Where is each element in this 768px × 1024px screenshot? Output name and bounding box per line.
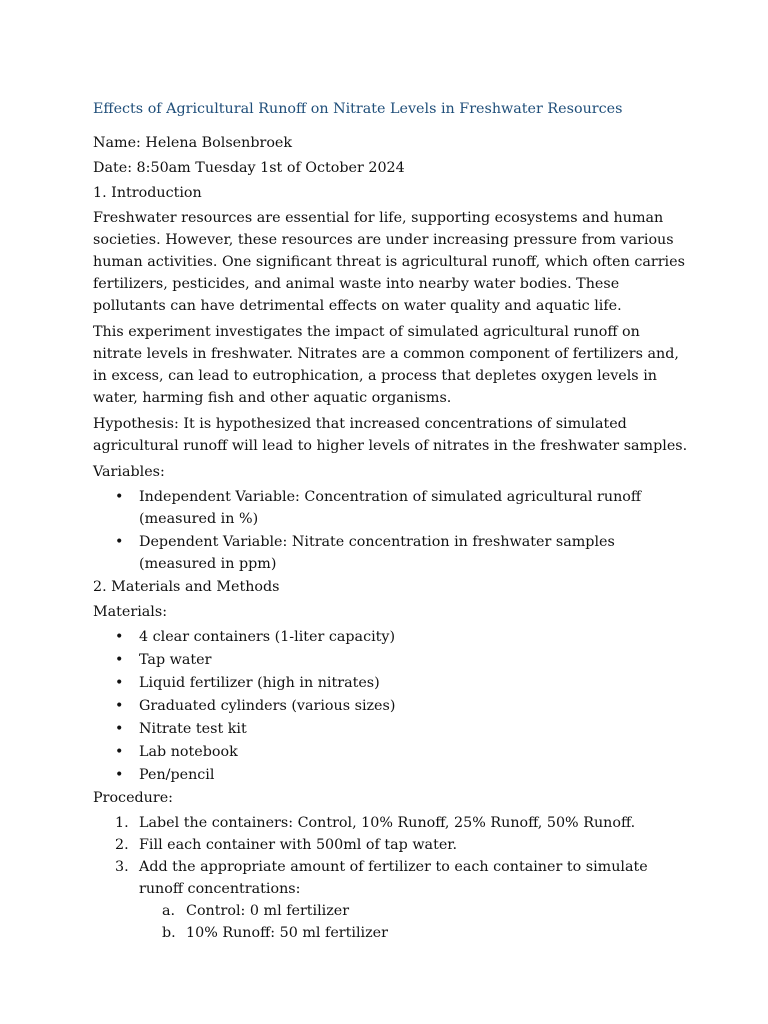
step-text: Label the containers: Control, 10% Runoff, 25% Runoff, 50% Runoff. — [139, 815, 636, 831]
step-number: 3. — [115, 859, 129, 875]
list-item: • Liquid fertilizer (high in nitrates) — [93, 672, 693, 694]
hypothesis-paragraph: Hypothesis: It is hypothesized that increased concentrations of simulated agricultural runoff will lead to higher levels of nitrates in the freshwater samples. — [93, 416, 688, 454]
list-item: • Lab notebook — [93, 741, 693, 763]
list-item: • 4 clear containers (1-liter capacity) — [93, 626, 693, 648]
list-item: • Dependent Variable: Nitrate concentration in freshwater samples (measured in ppm) — [93, 531, 693, 575]
procedure-substep — [139, 900, 693, 922]
document-title: Effects of Agricultural Runoff on Nitrate Levels in Freshwater Resources — [93, 101, 623, 117]
substep-text: 10% Runoff: 50 ml fertilizer — [186, 925, 388, 941]
substep-letter: a. — [162, 903, 176, 919]
intro-paragraph: Freshwater resources are essential for life, supporting ecosystems and human societies. However, these resources are under increasing pressure from various human activities. One significant threat is agricultural runoff, which often carries fertilizers, pesticides, and animal waste into nearby water bodies. These pollutants can have detrimental effects on water quality and aquatic life. — [93, 210, 685, 314]
procedure-substep — [139, 922, 693, 944]
procedure-substeps — [139, 900, 693, 944]
section-heading-introduction: 1. Introduction — [93, 185, 202, 201]
procedure-step — [93, 834, 693, 856]
name-line: Name: Helena Bolsenbroek — [93, 135, 293, 151]
intro-paragraph: This experiment investigates the impact of simulated agricultural runoff on nitrate levels in freshwater. Nitrates are a common component of fertilizers and, in excess, can lead to eutrophication, a process that depletes oxygen levels in water, harming fish and other aquatic organisms. — [93, 324, 679, 406]
substep-letter: b. — [162, 925, 176, 941]
variables-list — [93, 486, 693, 575]
list-item: • Pen/pencil — [93, 764, 693, 786]
procedure-list — [93, 812, 693, 944]
procedure-step — [93, 856, 693, 944]
document-page — [93, 98, 693, 944]
step-number: 2. — [115, 837, 129, 853]
step-text: Fill each container with 500ml of tap water. — [139, 837, 458, 853]
substep-text: Control: 0 ml fertilizer — [186, 903, 350, 919]
date-line: Date: 8:50am Tuesday 1st of October 2024 — [93, 160, 405, 176]
step-number: 1. — [115, 815, 129, 831]
variables-heading: Variables: — [93, 464, 165, 480]
step-text: Add the appropriate amount of fertilizer to each container to simulate runoff concentrations: — [139, 859, 648, 897]
list-item: • Independent Variable: Concentration of simulated agricultural runoff (measured in %) — [93, 486, 693, 530]
materials-heading: Materials: — [93, 604, 168, 620]
list-item: • Tap water — [93, 649, 693, 671]
list-item: • Graduated cylinders (various sizes) — [93, 695, 693, 717]
procedure-step — [93, 812, 693, 834]
section-heading-materials-methods: 2. Materials and Methods — [93, 579, 280, 595]
list-item: • Nitrate test kit — [93, 718, 693, 740]
materials-list — [93, 626, 693, 786]
procedure-heading: Procedure: — [93, 790, 174, 806]
